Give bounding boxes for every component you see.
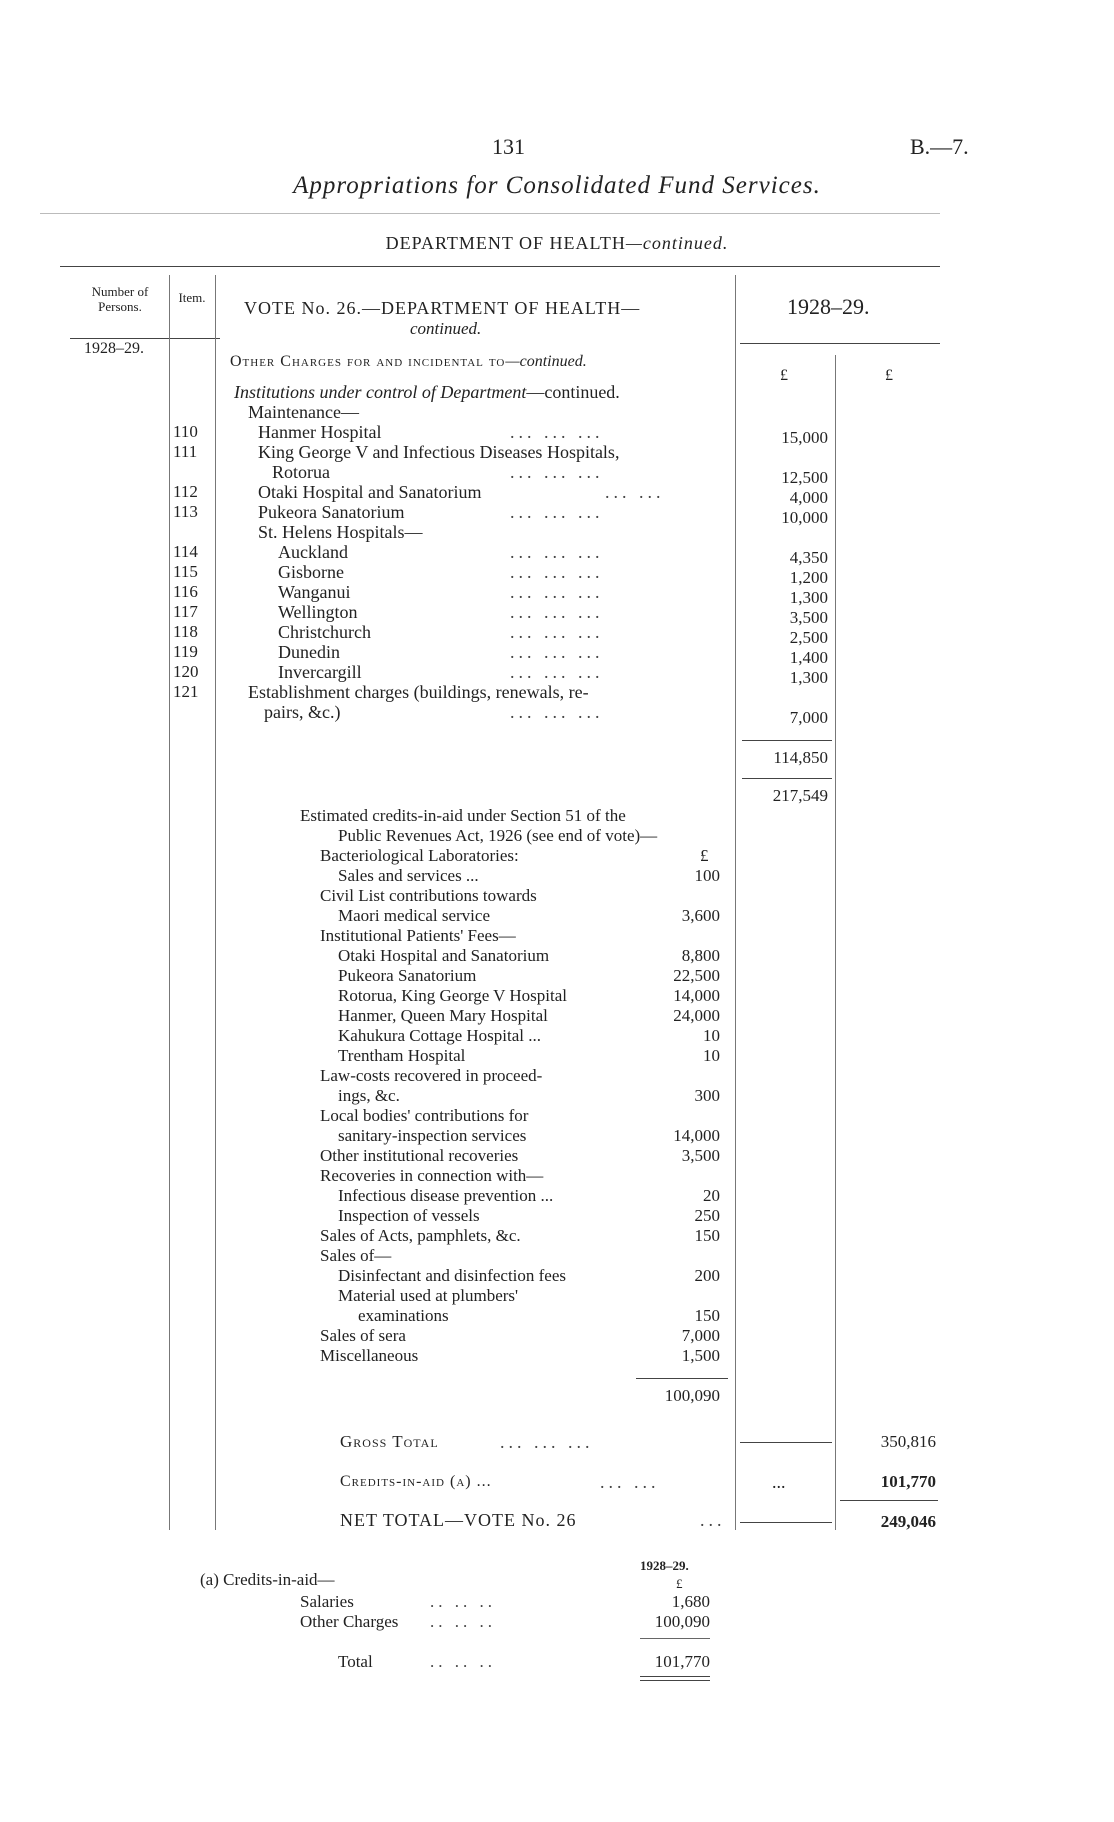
net-total-value: 249,046 <box>880 1512 936 1531</box>
credit-line: Maori medical service <box>338 906 490 925</box>
pound-col-1: £ <box>780 367 788 384</box>
item-number: 118 <box>173 622 198 641</box>
leader-dots: ... ... ... <box>510 582 604 602</box>
footnote-salaries-label: Salaries <box>300 1592 354 1611</box>
item-amount: 7,000 <box>789 708 828 727</box>
leader-dots: ... ... <box>605 482 665 502</box>
item-number: 114 <box>173 542 198 561</box>
credit-line: Disinfectant and disinfection fees <box>338 1266 567 1285</box>
credit-line: sanitary-inspection services <box>338 1126 527 1145</box>
credit-line: Sales of sera <box>320 1326 406 1345</box>
subtotal-rule-2 <box>742 778 832 779</box>
credits-in-aid-mid: ... <box>772 1472 786 1492</box>
credit-line: Sales and services ... <box>338 866 479 885</box>
item-label: Otaki Hospital and Sanatorium <box>258 482 482 502</box>
footnote-label: (a) Credits-in-aid— <box>200 1570 335 1589</box>
credit-amount: 10 <box>703 1026 720 1045</box>
item-label: Wellington <box>278 602 358 622</box>
page-title: Appropriations for Consolidated Fund Services. <box>293 172 821 199</box>
credit-line: Infectious disease prevention ... <box>338 1186 554 1205</box>
leader-dots: ... ... ... <box>510 662 604 682</box>
credits-intro-cont: Public Revenues Act, 1926 (see end of vote)— <box>338 826 658 845</box>
item-label: King George V and Infectious Diseases Hospitals, <box>258 442 620 462</box>
vote-continued: continued. <box>410 319 482 338</box>
table-top-rule <box>60 266 940 267</box>
credit-amount: 20 <box>703 1186 720 1205</box>
item-label-cont: Rotorua <box>272 462 330 482</box>
credit-amount: 150 <box>694 1226 720 1245</box>
leader-dots: ... <box>700 1510 726 1530</box>
credit-amount: 3,600 <box>681 906 720 925</box>
credit-amount: 3,500 <box>681 1146 720 1165</box>
institutions-heading <box>234 382 620 402</box>
credit-amount: 22,500 <box>673 966 720 985</box>
column-divider-4 <box>835 355 836 1530</box>
credit-amount: 8,800 <box>681 946 720 965</box>
footnote-rule <box>640 1638 710 1639</box>
credit-amount: 200 <box>694 1266 720 1285</box>
other-charges-label: Other Charges for and incidental to <box>230 353 506 370</box>
net-total-rule <box>740 1522 832 1523</box>
credit-line: Other institutional recoveries <box>320 1146 519 1165</box>
leader-dots: ... ... ... <box>510 642 604 662</box>
credit-amount: 14,000 <box>673 986 720 1005</box>
item-number: 116 <box>173 582 198 601</box>
credit-line: Institutional Patients' Fees— <box>320 926 516 945</box>
item-amount: 4,000 <box>789 488 828 507</box>
credits-total: 100,090 <box>664 1386 720 1405</box>
item-amount: 1,400 <box>789 648 828 667</box>
footnote-year: 1928–29. <box>640 1558 689 1573</box>
item-label: Establishment charges (buildings, renewals, re- <box>248 682 589 702</box>
footnote-salaries-value: 1,680 <box>671 1592 710 1611</box>
net-total-rule-top <box>840 1500 938 1501</box>
item-amount: 4,350 <box>789 548 828 567</box>
item-amount: 1,300 <box>789 588 828 607</box>
leader-dots: ... ... ... <box>510 422 604 442</box>
credit-amount: 14,000 <box>673 1126 720 1145</box>
credit-line: Sales of— <box>320 1246 392 1265</box>
credit-line: Trentham Hospital <box>338 1046 466 1065</box>
credits-intro: Estimated credits-in-aid under Section 51 of the <box>300 806 626 825</box>
department-suffix: —continued. <box>625 233 729 253</box>
net-total-label: NET TOTAL—VOTE No. 26 <box>340 1510 577 1530</box>
credit-line: Hanmer, Queen Mary Hospital <box>338 1006 548 1025</box>
item-label: Dunedin <box>278 642 340 662</box>
item-label: Auckland <box>278 542 348 562</box>
column-divider-1 <box>169 275 170 1530</box>
item-label: Pukeora Sanatorium <box>258 502 405 522</box>
gross-total-rule <box>740 1442 832 1443</box>
column-divider-2 <box>215 275 216 1530</box>
leader-dots: ... ... ... <box>510 542 604 562</box>
leader-dots: ... ... ... <box>510 502 604 522</box>
credit-line: Inspection of vessels <box>338 1206 480 1225</box>
credit-amount: 24,000 <box>673 1006 720 1025</box>
year-left: 1928–29. <box>84 340 144 357</box>
header-bottom-rule-left <box>70 338 220 339</box>
header-bottom-rule-right <box>740 343 940 344</box>
credit-amount: 100 <box>694 866 720 885</box>
footnote-double-rule-1 <box>640 1676 710 1677</box>
credit-line: Law-costs recovered in proceed- <box>320 1066 543 1085</box>
institutions-cont: —continued. <box>526 382 620 402</box>
header-rule <box>40 213 940 214</box>
credit-line: Local bodies' contributions for <box>320 1106 529 1125</box>
leader-dots: ... ... ... <box>510 622 604 642</box>
credit-line: Sales of Acts, pamphlets, &c. <box>320 1226 521 1245</box>
item-label: Wanganui <box>278 582 351 602</box>
gross-total-label: Gross Total <box>340 1432 439 1451</box>
credit-line: Material used at plumbers' <box>338 1286 519 1305</box>
credit-line: Kahukura Cottage Hospital ... <box>338 1026 542 1045</box>
department-name: DEPARTMENT OF HEALTH <box>385 233 626 253</box>
item-label: Hanmer Hospital <box>258 422 382 442</box>
item-number: 115 <box>173 562 198 581</box>
item-label: Gisborne <box>278 562 344 582</box>
other-charges-heading <box>230 352 587 372</box>
credits-in-aid-value: 101,770 <box>880 1472 936 1491</box>
other-charges-total: 217,549 <box>772 786 828 805</box>
credit-line: Recoveries in connection with— <box>320 1166 544 1185</box>
item-amount: 1,200 <box>789 568 828 587</box>
pound-col-2: £ <box>885 367 893 384</box>
leader-dots: ... ... <box>600 1472 660 1492</box>
footnote-total-value: 101,770 <box>654 1652 710 1671</box>
item-number: 112 <box>173 482 198 501</box>
item-label: Christchurch <box>278 622 371 642</box>
department-heading <box>0 233 1114 254</box>
document-code: B.—7. <box>910 134 969 159</box>
st-helens-heading: St. Helens Hospitals— <box>258 522 423 542</box>
footnote-other-value: 100,090 <box>654 1612 710 1631</box>
item-amount: 15,000 <box>781 428 828 447</box>
maintenance-heading: Maintenance— <box>248 402 359 422</box>
credit-amount: 1,500 <box>681 1346 720 1365</box>
item-number: 119 <box>173 642 198 661</box>
credit-amount: 150 <box>694 1306 720 1325</box>
subtotal-rule <box>742 740 832 741</box>
item-amount: 1,300 <box>789 668 828 687</box>
leader-dots: .. .. .. <box>430 1612 496 1631</box>
institutions-label: Institutions under control of Department <box>234 382 527 402</box>
year-right: 1928–29. <box>787 294 870 319</box>
item-amount: 3,500 <box>789 608 828 627</box>
item-number: 120 <box>173 662 199 681</box>
footnote-total-label: Total <box>338 1652 373 1671</box>
credits-total-rule <box>636 1378 728 1379</box>
credit-line: Bacteriological Laboratories: <box>320 846 519 865</box>
credit-line: Miscellaneous <box>320 1346 419 1365</box>
leader-dots: ... ... ... <box>510 602 604 622</box>
credit-amount: 250 <box>694 1206 720 1225</box>
column-header-persons: Number of Persons. <box>91 284 149 314</box>
leader-dots: ... ... ... <box>500 1432 594 1452</box>
credit-amount: 7,000 <box>681 1326 720 1345</box>
leader-dots: ... ... ... <box>510 462 604 482</box>
item-number: 117 <box>173 602 198 621</box>
credits-in-aid-label: Credits-in-aid (a) ... <box>340 1473 492 1490</box>
column-divider-3 <box>735 275 736 1530</box>
other-charges-cont: —continued. <box>505 353 587 370</box>
credit-line: Rotorua, King George V Hospital <box>338 986 568 1005</box>
item-number: 110 <box>173 422 198 441</box>
credit-amount: 300 <box>694 1086 720 1105</box>
credit-line: Pukeora Sanatorium <box>338 966 477 985</box>
gross-total-value: 350,816 <box>880 1432 936 1451</box>
column-header-item: Item. <box>178 290 206 305</box>
item-number: 111 <box>173 442 198 461</box>
leader-dots: ... ... ... <box>510 702 604 722</box>
credit-line: Civil List contributions towards <box>320 886 537 905</box>
footnote-currency: £ <box>676 1576 683 1591</box>
item-amount: 12,500 <box>781 468 828 487</box>
leader-dots: ... ... ... <box>510 562 604 582</box>
item-number: 121 <box>173 682 199 701</box>
leader-dots: .. .. .. <box>430 1592 496 1611</box>
footnote-double-rule-2 <box>640 1680 710 1681</box>
item-amount: 10,000 <box>781 508 828 527</box>
item-label-cont: pairs, &c.) <box>264 702 341 722</box>
credit-line: examinations <box>358 1306 449 1325</box>
item-number: 113 <box>173 502 198 521</box>
credits-currency: £ <box>700 846 709 865</box>
vote-title: VOTE No. 26.—DEPARTMENT OF HEALTH— <box>244 298 641 318</box>
credit-line: Otaki Hospital and Sanatorium <box>338 946 550 965</box>
page-number: 131 <box>492 134 525 159</box>
leader-dots: .. .. .. <box>430 1652 496 1671</box>
credit-line: ings, &c. <box>338 1086 400 1105</box>
footnote-other-label: Other Charges <box>300 1612 399 1631</box>
item-label: Invercargill <box>278 662 362 682</box>
subtotal-amount: 114,850 <box>773 748 828 767</box>
credit-amount: 10 <box>703 1046 720 1065</box>
item-amount: 2,500 <box>789 628 828 647</box>
